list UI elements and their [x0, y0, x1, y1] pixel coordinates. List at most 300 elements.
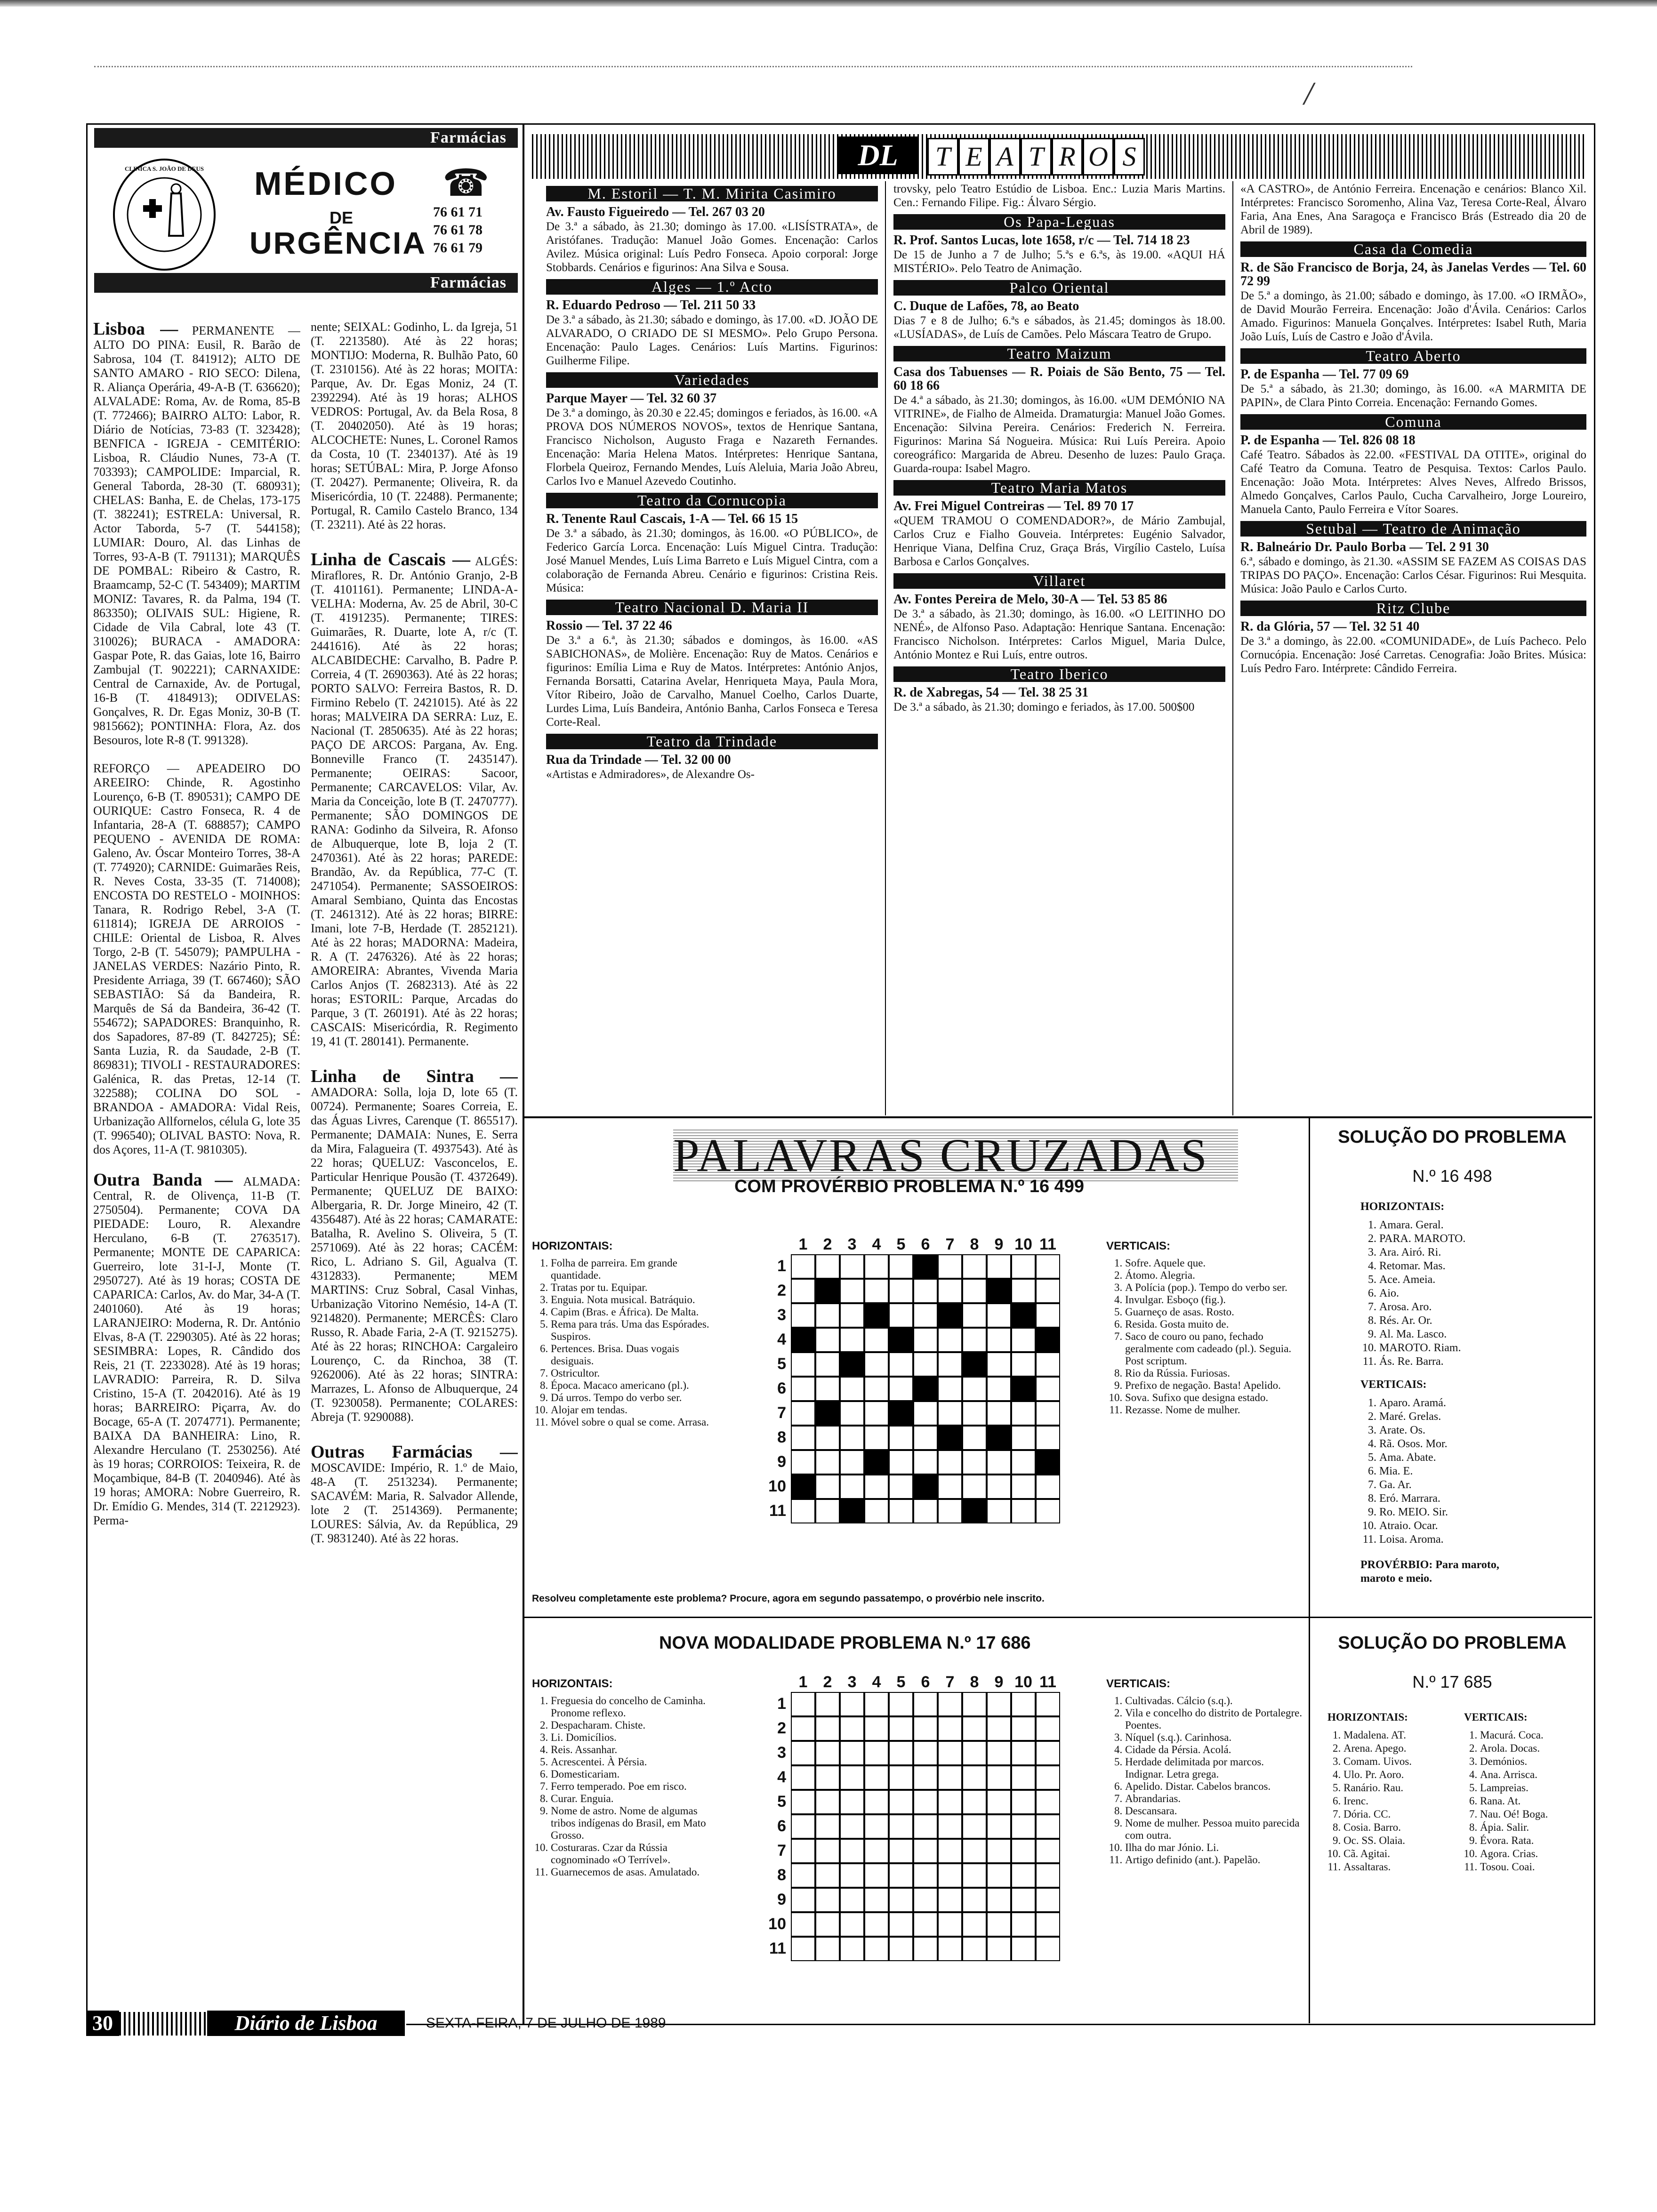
grid-cell[interactable] — [791, 1401, 815, 1426]
divider-theatre-col — [1232, 181, 1233, 1115]
solution-item: 11. Assaltaras. — [1343, 1860, 1455, 1874]
grid-cell[interactable] — [864, 1765, 889, 1790]
grid-cell[interactable] — [889, 1279, 913, 1303]
crossword1-subtitle: COM PROVÉRBIO PROBLEMA N.º 16 499 — [734, 1177, 1085, 1196]
grid-cell[interactable] — [962, 1839, 987, 1863]
solution-item: 2. Arola. Docas. — [1480, 1742, 1586, 1755]
grid-cell[interactable] — [840, 1426, 864, 1450]
grid-cell[interactable] — [987, 1888, 1011, 1912]
grid-cell[interactable] — [938, 1888, 962, 1912]
grid-cell[interactable] — [791, 1303, 815, 1328]
grid-cell[interactable] — [840, 1377, 864, 1401]
grid-row-number: 10 — [768, 1915, 786, 1933]
grid-cell[interactable] — [815, 1741, 840, 1765]
grid-cell[interactable] — [1011, 1692, 1036, 1716]
grid-cell[interactable] — [987, 1692, 1011, 1716]
grid-cell[interactable] — [1036, 1912, 1060, 1937]
grid-cell[interactable] — [889, 1765, 913, 1790]
grid-cell[interactable] — [913, 1765, 938, 1790]
grid-cell[interactable] — [1036, 1765, 1060, 1790]
grid-cell[interactable] — [1036, 1863, 1060, 1888]
grid-row-number: 8 — [777, 1428, 786, 1446]
grid-cell[interactable] — [962, 1450, 987, 1475]
grid-cell[interactable] — [987, 1790, 1011, 1814]
grid-cell[interactable] — [840, 1475, 864, 1499]
grid-row-number: 2 — [777, 1282, 786, 1299]
clue-item: 7. Abrandarias. — [1125, 1793, 1304, 1805]
grid-cell[interactable] — [815, 1499, 840, 1523]
grid-cell[interactable] — [840, 1741, 864, 1765]
grid-cell[interactable] — [864, 1912, 889, 1937]
solution-proverb: PROVÉRBIO: Para maroto, maroto e meio. — [1360, 1559, 1499, 1585]
grid-cell[interactable] — [938, 1450, 962, 1475]
theatre-name-band: Comuna — [1240, 414, 1586, 430]
theatre-details: De 3.ª a domingo, às 20.30 e 22.45; domingos e feriados, às 16.00. «A PROVA DOS NÚMEROS NOVOS», textos de Henrique Santana, Francisco Nicholson, Augusto Fraga e Nazareth Fernandes. Encenação: Maria Helena Matos. Intérpretes: Henrique Santana, Florbela Queiroz, Fernando Mendes, Luís Aleluia, Maria João Abreu, Carlos Ivo e Manuel Azevedo Coutinho. — [546, 407, 878, 488]
solution-item: 5. Ace. Ameia. — [1379, 1273, 1586, 1287]
grid-cell[interactable] — [938, 1475, 962, 1499]
grid-cell[interactable] — [889, 1790, 913, 1814]
pharmacy-header — [94, 128, 518, 305]
grid-cell[interactable] — [1036, 1499, 1060, 1523]
grid-cell[interactable] — [962, 1937, 987, 1961]
grid-cell[interactable] — [889, 1352, 913, 1377]
grid-cell[interactable] — [815, 1937, 840, 1961]
grid-cell[interactable] — [864, 1937, 889, 1961]
grid-cell[interactable] — [913, 1912, 938, 1937]
grid-cell[interactable] — [1011, 1475, 1036, 1499]
grid-cell[interactable] — [962, 1475, 987, 1499]
grid-cell[interactable] — [938, 1814, 962, 1839]
grid-cell[interactable] — [791, 1279, 815, 1303]
grid-cell[interactable] — [1011, 1790, 1036, 1814]
theatres-header — [532, 134, 1586, 179]
grid-row-number: 3 — [777, 1744, 786, 1762]
grid-cell[interactable] — [938, 1716, 962, 1741]
divider-crosswords — [523, 1617, 1592, 1618]
grid-cell[interactable] — [913, 1741, 938, 1765]
grid-cell[interactable] — [889, 1499, 913, 1523]
grid-cell[interactable] — [1011, 1839, 1036, 1863]
title-letter: O — [1083, 138, 1114, 176]
grid-cell[interactable] — [889, 1377, 913, 1401]
grid-cell[interactable] — [987, 1401, 1011, 1426]
grid-cell[interactable] — [864, 1475, 889, 1499]
grid-cell[interactable] — [889, 1254, 913, 1279]
grid-cell[interactable] — [791, 1863, 815, 1888]
grid-cell[interactable] — [913, 1716, 938, 1741]
grid-cell-black — [815, 1401, 840, 1426]
title-letter: R — [1052, 138, 1083, 176]
grid-cell[interactable] — [1036, 1814, 1060, 1839]
grid-cell[interactable] — [1011, 1716, 1036, 1741]
theatre-listing — [1240, 348, 1586, 409]
grid-cell[interactable] — [987, 1814, 1011, 1839]
clue-item: 6. Pertences. Brisa. Duas vogais desiguais. — [551, 1343, 711, 1367]
grid-cell[interactable] — [913, 1790, 938, 1814]
grid-cell[interactable] — [815, 1790, 840, 1814]
grid-cell[interactable] — [791, 1352, 815, 1377]
grid-column-number: 11 — [1039, 1673, 1056, 1691]
grid-cell[interactable] — [962, 1765, 987, 1790]
grid-cell[interactable] — [962, 1426, 987, 1450]
grid-cell[interactable] — [962, 1814, 987, 1839]
grid-cell-black — [791, 1475, 815, 1499]
grid-cell-black — [962, 1352, 987, 1377]
grid-cell[interactable] — [815, 1912, 840, 1937]
grid-cell[interactable] — [815, 1765, 840, 1790]
grid-cell[interactable] — [791, 1888, 815, 1912]
grid-cell[interactable] — [889, 1888, 913, 1912]
grid-cell[interactable] — [1036, 1303, 1060, 1328]
grid-column-number: 4 — [872, 1235, 881, 1253]
grid-cell[interactable] — [815, 1716, 840, 1741]
grid-cell[interactable] — [987, 1499, 1011, 1523]
verticals-label: VERTICAIS: — [1464, 1711, 1528, 1723]
grid-row-number: 10 — [768, 1477, 786, 1495]
grid-cell[interactable] — [815, 1352, 840, 1377]
solution-item: 1. Amara. Geral. — [1379, 1218, 1586, 1232]
grid-cell[interactable] — [840, 1765, 864, 1790]
grid-cell[interactable] — [815, 1377, 840, 1401]
theatre-name-band: Teatro Nacional D. Maria II — [546, 600, 878, 615]
pharmacy-column-2 — [311, 320, 518, 1958]
grid-cell[interactable] — [840, 1692, 864, 1716]
grid-cell[interactable] — [987, 1352, 1011, 1377]
grid-cell[interactable] — [913, 1499, 938, 1523]
grid-cell[interactable] — [1011, 1912, 1036, 1937]
grid-cell[interactable] — [987, 1716, 1011, 1741]
pharmacy-region-text: AMADORA: Solla, loja D, lote 65 (T. 00724). Permanente; Soares Correia, E. das Águas Livres, Carenque (T. 865517). Permanente; DAMAIA: Nunes, E. Serra da Mira, Falagueira (T. 4937543). Até às 22 horas; QUELUZ: Vasconcelos, E. Particular Henrique Pousão (T. 4372649). Permanente; QUELUZ DE BAIXO: Albergaria, R. Dr. Jorge Mineiro, 42 (T. 4356487). Até às 22 horas; CAMARATE: Batalha, R. Avelino S. Oliveira, 5 (T. 2571069). Até às 22 horas; CACÉM: Rico, L. Adriano S. Gil, Agualva (T. 4312833). Permanente; MEM MARTINS: Cruz Sobral, Casal Vinhas, Urbanização Vitorino Nemésio, 14-A (T. 9214820). Permanente; MERCÊS: Claro Russo, R. Abade Faria, 2-A (T. 9215275). Até às 22 horas; RINCHOA: Cargaleiro Lourenço, C. da Rinchoa, 38 (T. 9262006). Até às 22 horas; SINTRA: Marrazes, L. Afonso de Albuquerque, 24 (T. 9230058). Permanente; COLARES: Abreja (T. 9290088). — [311, 1085, 518, 1424]
grid-cell[interactable] — [938, 1839, 962, 1863]
grid-cell[interactable] — [864, 1741, 889, 1765]
grid-cell[interactable] — [840, 1912, 864, 1937]
grid-cell[interactable] — [840, 1279, 864, 1303]
footer-page-number: 30 — [86, 2011, 119, 2036]
grid-cell[interactable] — [1036, 1352, 1060, 1377]
theatre-name-band: Os Papa-Leguas — [893, 214, 1225, 230]
grid-cell[interactable] — [938, 1790, 962, 1814]
theatre-listing — [893, 573, 1225, 662]
grid-cell[interactable] — [840, 1888, 864, 1912]
de-label: DE — [330, 208, 354, 227]
grid-cell[interactable] — [864, 1499, 889, 1523]
grid-cell[interactable] — [791, 1937, 815, 1961]
grid-cell[interactable] — [1011, 1426, 1036, 1450]
grid-cell[interactable] — [938, 1692, 962, 1716]
theatre-name-band: Palco Oriental — [893, 280, 1225, 296]
grid-cell[interactable] — [1011, 1937, 1036, 1961]
grid-cell[interactable] — [815, 1814, 840, 1839]
grid-cell[interactable] — [1036, 1839, 1060, 1863]
solution-item: 1. Madalena. AT. — [1343, 1729, 1455, 1742]
grid-cell[interactable] — [864, 1254, 889, 1279]
grid-cell[interactable] — [987, 1303, 1011, 1328]
pharmacy-region-title: Linha de Cascais — — [311, 550, 470, 569]
grid-cell[interactable] — [1011, 1765, 1036, 1790]
grid-cell[interactable] — [1011, 1888, 1036, 1912]
pharmacy-region-title: Outra Banda — — [93, 1170, 233, 1190]
grid-cell[interactable] — [1036, 1254, 1060, 1279]
grid-cell-black — [913, 1475, 938, 1499]
grid-cell[interactable] — [1011, 1328, 1036, 1352]
grid-cell[interactable] — [1011, 1814, 1036, 1839]
theatre-address: R. Prof. Santos Lucas, lote 1658, r/c — Tel. 714 18 23 — [893, 233, 1190, 248]
theatre-listing — [546, 186, 878, 274]
grid-cell[interactable] — [938, 1499, 962, 1523]
clue-item: 10. Sova. Sufixo que designa estado. — [1125, 1392, 1304, 1404]
grid-cell[interactable] — [913, 1937, 938, 1961]
grid-cell[interactable] — [938, 1279, 962, 1303]
grid-cell[interactable] — [913, 1839, 938, 1863]
grid-cell[interactable] — [840, 1814, 864, 1839]
grid-cell[interactable] — [840, 1790, 864, 1814]
theatre-details: trovsky, pelo Teatro Estúdio de Lisboa. Enc.: Luzia Maris Martins. Cen.: Fernando Filipe. Fig.: Álvaro Sérgio. — [893, 183, 1225, 209]
clue-item: 1. Sofre. Aquele que. — [1125, 1257, 1304, 1269]
grid-cell[interactable] — [913, 1814, 938, 1839]
solution-item: 2. Arena. Apego. — [1343, 1742, 1455, 1755]
grid-cell[interactable] — [791, 1741, 815, 1765]
grid-cell[interactable] — [889, 1692, 913, 1716]
grid-cell[interactable] — [840, 1303, 864, 1328]
clue-item: 8. Descansara. — [1125, 1805, 1304, 1817]
grid-cell[interactable] — [864, 1426, 889, 1450]
grid-cell[interactable] — [962, 1741, 987, 1765]
grid-cell[interactable] — [889, 1426, 913, 1450]
grid-cell[interactable] — [864, 1716, 889, 1741]
grid-cell[interactable] — [815, 1303, 840, 1328]
grid-cell[interactable] — [938, 1765, 962, 1790]
grid-cell[interactable] — [1036, 1741, 1060, 1765]
grid-cell[interactable] — [864, 1279, 889, 1303]
grid-cell[interactable] — [987, 1937, 1011, 1961]
grid-cell[interactable] — [791, 1692, 815, 1716]
grid-cell-black — [791, 1328, 815, 1352]
grid-cell[interactable] — [962, 1790, 987, 1814]
grid-cell[interactable] — [864, 1814, 889, 1839]
grid-cell[interactable] — [962, 1377, 987, 1401]
grid-cell[interactable] — [1011, 1741, 1036, 1765]
solution-item: 8. Cosia. Barro. — [1343, 1821, 1455, 1834]
grid-column-number: 11 — [1039, 1235, 1056, 1253]
grid-cell[interactable] — [1036, 1888, 1060, 1912]
grid-cell[interactable] — [987, 1450, 1011, 1475]
grid-cell[interactable] — [938, 1912, 962, 1937]
grid-cell-black — [913, 1254, 938, 1279]
grid-cell[interactable] — [1011, 1254, 1036, 1279]
grid-cell[interactable] — [1036, 1401, 1060, 1426]
grid-cell[interactable] — [815, 1328, 840, 1352]
solution-item: 11. Loisa. Aroma. — [1379, 1533, 1586, 1547]
grid-cell[interactable] — [1036, 1692, 1060, 1716]
grid-cell[interactable] — [1036, 1790, 1060, 1814]
grid-cell[interactable] — [1036, 1426, 1060, 1450]
grid-cell[interactable] — [815, 1692, 840, 1716]
grid-cell[interactable] — [938, 1937, 962, 1961]
grid-cell[interactable] — [791, 1765, 815, 1790]
grid-cell[interactable] — [1011, 1499, 1036, 1523]
grid-cell[interactable] — [840, 1863, 864, 1888]
grid-cell[interactable] — [1011, 1401, 1036, 1426]
crossword2-grid — [758, 1673, 1087, 1984]
grid-cell[interactable] — [840, 1839, 864, 1863]
grid-cell[interactable] — [987, 1254, 1011, 1279]
grid-cell[interactable] — [938, 1401, 962, 1426]
grid-cell[interactable] — [913, 1450, 938, 1475]
grid-cell[interactable] — [840, 1401, 864, 1426]
theatre-address: R. Tenente Raul Cascais, 1-A — Tel. 66 15 15 — [546, 512, 798, 526]
grid-cell[interactable] — [864, 1328, 889, 1352]
clue-item: 7. Saco de couro ou pano, fechado geralmente com cadeado (pl.). Seguia. Post scriptum. — [1125, 1330, 1304, 1367]
theatre-listing — [546, 372, 878, 488]
grid-cell[interactable] — [913, 1328, 938, 1352]
grid-cell[interactable] — [938, 1254, 962, 1279]
grid-cell[interactable] — [791, 1790, 815, 1814]
solution-item: 1. Aparo. Aramá. — [1379, 1396, 1586, 1410]
verticals-label: VERTICAIS: — [1106, 1677, 1171, 1690]
grid-cell[interactable] — [791, 1377, 815, 1401]
grid-cell[interactable] — [938, 1328, 962, 1352]
solution-item: 1. Macurá. Coca. — [1480, 1729, 1586, 1742]
grid-cell[interactable] — [864, 1352, 889, 1377]
grid-cell[interactable] — [938, 1352, 962, 1377]
grid-cell[interactable] — [889, 1814, 913, 1839]
grid-cell[interactable] — [840, 1937, 864, 1961]
grid-cell[interactable] — [913, 1303, 938, 1328]
crossword2-horizontal-clues — [532, 1678, 711, 1878]
grid-cell[interactable] — [913, 1692, 938, 1716]
grid-cell[interactable] — [889, 1912, 913, 1937]
pharmacy-region-text: MOSCAVIDE: Império, R. 1.º de Maio, 48-A (T. 2513234). Permanente; SACAVÉM: Maria, R. Salvador Allende, lote 2 (T. 2514369). Permanente; LOURES: Sálvia, Av. da República, 29 (T. 9831240). Até às 22 horas. — [311, 1461, 518, 1545]
grid-cell[interactable] — [1011, 1352, 1036, 1377]
grid-cell[interactable] — [1036, 1279, 1060, 1303]
grid-cell[interactable] — [815, 1254, 840, 1279]
grid-cell[interactable] — [1036, 1937, 1060, 1961]
grid-column-number: 6 — [921, 1235, 930, 1253]
grid-cell[interactable] — [987, 1765, 1011, 1790]
grid-cell[interactable] — [791, 1450, 815, 1475]
grid-cell[interactable] — [791, 1716, 815, 1741]
grid-cell[interactable] — [987, 1863, 1011, 1888]
grid-cell[interactable] — [913, 1863, 938, 1888]
grid-cell[interactable] — [1036, 1377, 1060, 1401]
grid-cell[interactable] — [815, 1426, 840, 1450]
solution-item: 3. Comam. Uivos. — [1343, 1755, 1455, 1768]
grid-cell[interactable] — [889, 1716, 913, 1741]
grid-cell[interactable] — [889, 1839, 913, 1863]
grid-cell[interactable] — [815, 1450, 840, 1475]
grid-cell[interactable] — [962, 1863, 987, 1888]
clue-item: 3. Li. Domicílios. — [551, 1731, 711, 1744]
grid-cell[interactable] — [840, 1450, 864, 1475]
grid-cell[interactable] — [962, 1888, 987, 1912]
grid-cell[interactable] — [987, 1741, 1011, 1765]
urgencia-label: URGÊNCIA — [249, 225, 427, 260]
clue-item: 1. Cultivadas. Cálcio (s.q.). — [1125, 1695, 1304, 1707]
grid-cell[interactable] — [987, 1912, 1011, 1937]
medico-label: MÉDICO — [254, 165, 397, 202]
grid-cell[interactable] — [840, 1328, 864, 1352]
grid-cell[interactable] — [962, 1692, 987, 1716]
solution-item: 9. Al. Ma. Lasco. — [1379, 1328, 1586, 1341]
solution-item: 11. Tosou. Coai. — [1480, 1860, 1586, 1874]
grid-cell[interactable] — [913, 1401, 938, 1426]
grid-cell[interactable] — [913, 1888, 938, 1912]
grid-cell[interactable] — [1011, 1279, 1036, 1303]
theatre-address: Rua da Trindade — Tel. 32 00 00 — [546, 753, 731, 767]
grid-cell[interactable] — [962, 1716, 987, 1741]
grid-cell[interactable] — [791, 1839, 815, 1863]
grid-cell[interactable] — [840, 1254, 864, 1279]
pharmacy-section-outra-banda-cont — [311, 320, 518, 532]
grid-cell[interactable] — [962, 1401, 987, 1426]
grid-cell[interactable] — [1036, 1475, 1060, 1499]
grid-cell[interactable] — [1011, 1450, 1036, 1475]
grid-cell[interactable] — [864, 1839, 889, 1863]
grid-cell[interactable] — [889, 1475, 913, 1499]
grid-cell[interactable] — [864, 1401, 889, 1426]
grid-cell[interactable] — [815, 1888, 840, 1912]
grid-cell[interactable] — [938, 1741, 962, 1765]
grid-cell[interactable] — [840, 1716, 864, 1741]
pharmacy-section-outra-banda — [93, 1171, 300, 1528]
grid-cell[interactable] — [864, 1888, 889, 1912]
solution-item: 8. Ápia. Salir. — [1480, 1821, 1586, 1834]
grid-cell[interactable] — [889, 1863, 913, 1888]
grid-cell[interactable] — [1011, 1863, 1036, 1888]
grid-cell[interactable] — [815, 1475, 840, 1499]
grid-cell[interactable] — [889, 1741, 913, 1765]
grid-column-number: 6 — [921, 1673, 930, 1691]
grid-cell[interactable] — [913, 1352, 938, 1377]
grid-cell[interactable] — [791, 1499, 815, 1523]
grid-cell[interactable] — [913, 1426, 938, 1450]
grid-column-number: 3 — [847, 1673, 857, 1691]
grid-cell[interactable] — [938, 1377, 962, 1401]
grid-cell[interactable] — [889, 1937, 913, 1961]
grid-cell[interactable] — [962, 1912, 987, 1937]
grid-cell[interactable] — [864, 1863, 889, 1888]
grid-cell[interactable] — [962, 1328, 987, 1352]
solution-item: 11. Ás. Re. Barra. — [1379, 1355, 1586, 1369]
clue-item: 8. Curar. Enguia. — [551, 1793, 711, 1805]
grid-cell[interactable] — [791, 1426, 815, 1450]
grid-cell[interactable] — [864, 1790, 889, 1814]
grid-cell[interactable] — [938, 1863, 962, 1888]
grid-cell[interactable] — [864, 1692, 889, 1716]
grid-cell[interactable] — [987, 1377, 1011, 1401]
grid-cell[interactable] — [791, 1912, 815, 1937]
grid-cell-black — [864, 1450, 889, 1475]
grid-cell[interactable] — [962, 1303, 987, 1328]
grid-cell[interactable] — [791, 1814, 815, 1839]
grid-cell[interactable] — [987, 1328, 1011, 1352]
grid-cell[interactable] — [791, 1254, 815, 1279]
grid-cell[interactable] — [889, 1303, 913, 1328]
grid-cell[interactable] — [962, 1254, 987, 1279]
grid-cell[interactable] — [962, 1279, 987, 1303]
theatre-details: De 4.ª a sábado, às 21.30; domingos, às 16.00. «UM DEMÓNIO NA VITRINE», de Fialho de Almeida. Dramaturgia: Manuel João Gomes. Encenação: Silvina Pereira. Cenários: Frederich N. Ferreira. Figurinos: Marina Sá Nogueira. Música: Rui Luís Pereira. Apoio coreográfico: Margarida de Abreu. Desenho de luzes: Paulo Graça. Guarda-roupa: Isabel Magro. — [893, 394, 1225, 475]
grid-cell[interactable] — [889, 1450, 913, 1475]
theatre-name-band: M. Estoril — T. M. Mirita Casimiro — [546, 186, 878, 201]
grid-cell[interactable] — [987, 1839, 1011, 1863]
grid-cell[interactable] — [987, 1475, 1011, 1499]
grid-cell[interactable] — [815, 1839, 840, 1863]
grid-cell[interactable] — [864, 1377, 889, 1401]
solution-item: 4. Rã. Osos. Mor. — [1379, 1437, 1586, 1451]
grid-cell[interactable] — [1036, 1716, 1060, 1741]
grid-cell[interactable] — [815, 1863, 840, 1888]
grid-cell[interactable] — [913, 1279, 938, 1303]
